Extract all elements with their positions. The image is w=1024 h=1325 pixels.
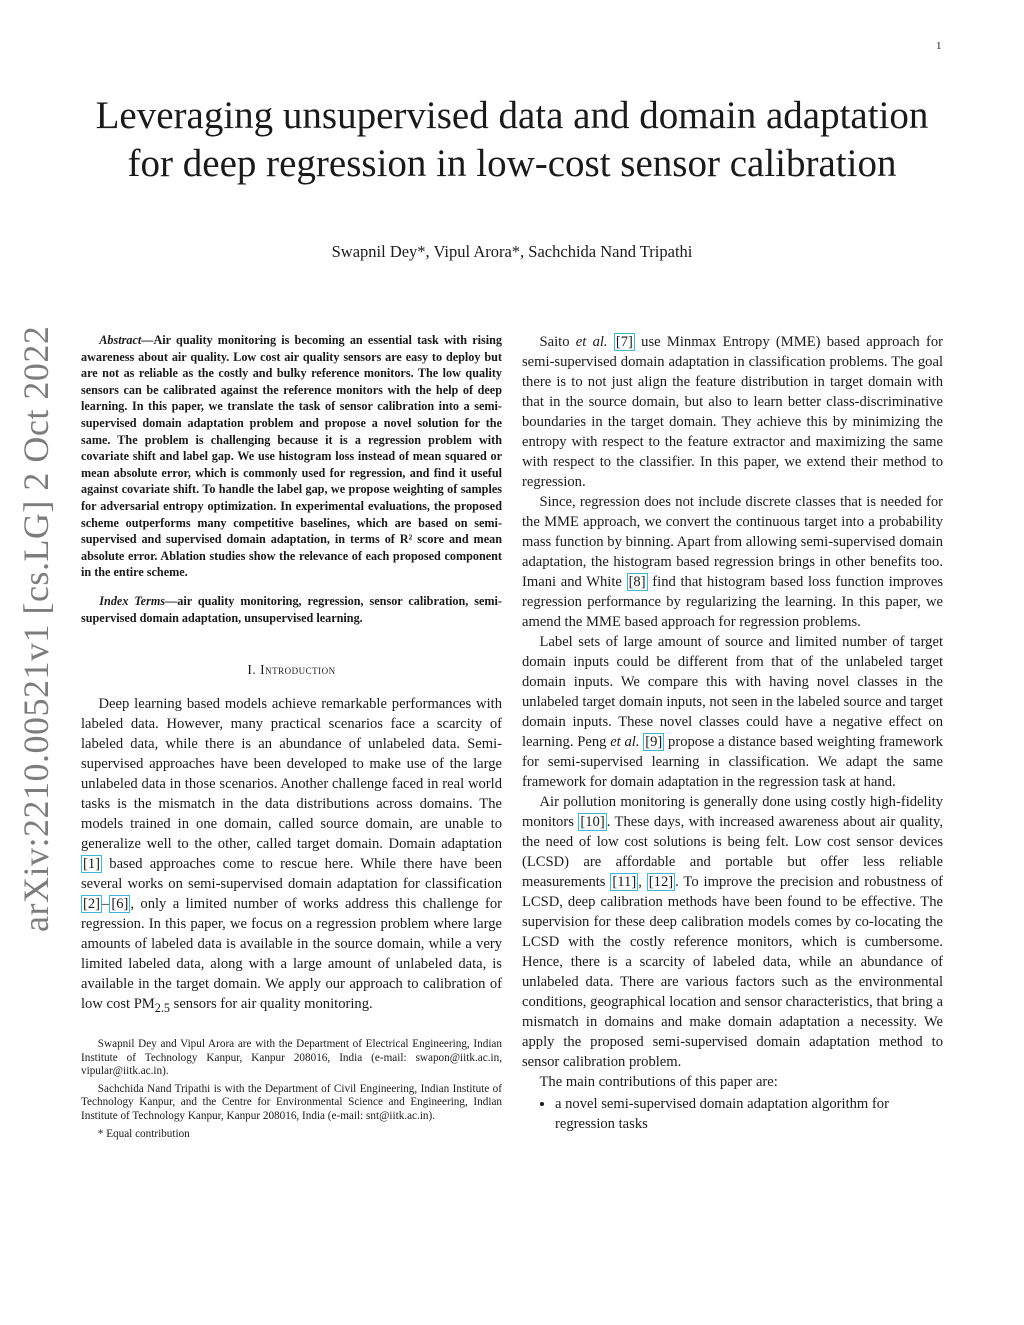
footnote: Sachchida Nand Tripathi is with the Department of Civil Engineering, Indian Institute of Technology Kanpur, and the Centre for Environmental Science and Engineering, Indian Institute of Technology Kanpur, Kanpur 208016, India (e-mail: snt@iitk.ac.in).: [81, 1082, 502, 1122]
index-terms-text: —air quality monitoring, regression, sensor calibration, semi-supervised domain adaptation, unsupervised learning.: [81, 593, 502, 625]
text-run: use Minmax Entropy (MME) based approach for semi-supervised domain adaptation in classification problems. The goal there is to not just align the feature distribution in target domain with that in the source domain, but also to learn better class-discriminative boundaries in the target domain. They achieve this by minimizing the entropy with respect to the feature extractor and maximizing the same with respect to the classifier. In this paper, we extend their method to regression.: [522, 334, 943, 490]
citation-link[interactable]: [6]: [111, 896, 129, 913]
text-run: Since, regression does not include discrete classes that is needed for the MME approach, we convert the continuous target into a probability mass function by binning. Apart from allowing semi-supervised domain adaptation, the histogram based regression brings in other benefits too. Imani and White: [522, 494, 943, 590]
citation-link[interactable]: [1]: [83, 856, 101, 873]
abstract: [81, 332, 502, 581]
citation-link[interactable]: [7]: [615, 334, 633, 350]
citation-link[interactable]: [9]: [645, 734, 663, 750]
text-run: sensors for air quality monitoring.: [170, 996, 373, 1013]
text-run: based approaches come to rescue here. While there have been several works on semi-supervised domain adaptation for classification: [81, 856, 502, 893]
text-run: . These days, with increased awareness about air quality, the need of low cost solutions is being felt. Low cost sensor devices (LCSD) are affordable and portable but offer less reliable measurements: [522, 814, 944, 890]
citation-link[interactable]: [12]: [648, 874, 674, 890]
list-item: • a novel semi-supervised domain adaptation algorithm for regression tasks: [555, 1094, 943, 1134]
abstract-text: —Air quality monitoring is becoming an essential task with rising awareness about air quality. Low cost air quality sensors are easy to deploy but are not as reliable as the costly and bulky reference monitors. The low quality sensors can be calibrated against the reference monitors with the help of deep learning. In this paper, we translate the task of sensor calibration into a semi-supervised domain adaptation problem and propose a novel solution for the same. The problem is challenging because it is a regression problem with covariate shift and label gap. We use histogram loss instead of mean squared or mean absolute error, which is commonly used for regression, and find it useful against covariate shift. To handle the label gap, we propose weighting of samples for adversarial entropy optimization. In experimental evaluations, the proposed scheme outperforms many competitive baselines, which are based on semi-supervised and supervised domain adaptation, in terms of R² score and mean absolute error. Ablation studies show the relevance of each proposed component in the entire scheme.: [81, 333, 502, 580]
text-run: et al.: [575, 334, 608, 350]
paragraph: [522, 332, 943, 492]
page-number: 1: [936, 40, 942, 52]
footnotes: [81, 1038, 502, 1141]
text-run: ,: [638, 874, 647, 890]
citation-link[interactable]: [11]: [612, 874, 637, 890]
section-heading-introduction: [81, 660, 502, 680]
footnote: * Equal contribution: [97, 1127, 190, 1140]
paper-authors: Swapnil Dey*, Vipul Arora*, Sachchida Nand Tripathi: [331, 242, 693, 261]
text-run: propose a distance based weighting framework for semi-supervised learning in classification. We adapt the same framework for domain adaptation in the regression task at hand.: [522, 734, 943, 790]
text-run: Deep learning based models achieve remarkable performances with labeled data. However, many practical scenarios face a scarcity of labeled data, while there is an abundance of unlabeled data. Semi-supervised approaches have been developed to make use of the large unlabeled data in those scenarios. Another challenge faced in real world tasks is the mismatch in the data distributions across domains. The models trained in one domain, called source domain, are unable to generalize well to the other, called target domain. Domain adaptation: [81, 696, 502, 853]
text-run: . To improve the precision and robustness of LCSD, deep calibration methods have been found to be effective. The supervision for these deep calibration models comes by co-locating the LCSD with the costly reference monitors, which is cumbersome. Hence, there is a scarcity of labeled data, while an abundance of unlabeled data. There are various factors such as the environmental conditions, geographical location and sensor characteristics, that bring a mismatch in domains and make domain adaptation a necessity. We apply the proposed semi-supervised domain adaptation method to sensor calibration problem.: [522, 874, 943, 1070]
index-terms: [81, 593, 502, 626]
footnote: Swapnil Dey and Vipul Arora are with the Department of Electrical Engineering, Indian Institute of Technology Kanpur, Kanpur 208016, India (e-mail: swapon@iitk.ac.in, vipular@iitk.ac.in).: [81, 1038, 502, 1078]
paper-title: Leveraging unsupervised data and domain adaptation for deep regression in low-cost sensor calibration: [95, 94, 929, 185]
right-column: [522, 332, 943, 1134]
text-run: Air pollution monitoring is generally done using costly high-fidelity monitors: [522, 794, 943, 830]
subscript: 2.5: [154, 1001, 170, 1015]
citation-link[interactable]: [10]: [580, 814, 605, 830]
index-terms-label: Index Terms: [99, 593, 166, 608]
text-run: –: [102, 896, 110, 913]
left-column: [81, 332, 502, 1145]
paragraph: [522, 492, 943, 632]
intro-paragraph: [81, 694, 502, 1018]
citation-link[interactable]: [8]: [628, 574, 646, 590]
text-run: Saito: [539, 334, 576, 350]
text-run: find that histogram based loss function improves regression performance by regularizing the learning. In this paper, we amend the MME based approach for regression problems.: [522, 574, 944, 630]
paragraph: The main contributions of this paper are:: [539, 1074, 778, 1090]
text-run: et al.: [610, 734, 640, 750]
section-numeral: I.: [247, 662, 257, 678]
contributions-list: [522, 1094, 943, 1134]
arxiv-stamp: arXiv:2210.00521v1 [cs.LG] 2 Oct 2022: [16, 325, 56, 932]
paragraph: [522, 792, 943, 1072]
citation-link[interactable]: [2]: [83, 896, 101, 913]
paragraph: [522, 632, 943, 792]
section-title: Introduction: [260, 662, 336, 678]
text-run: Label sets of large amount of source and limited number of target domain inputs could be different from that of the unlabeled target domain inputs. We compare this with having novel classes in the unlabeled target domain inputs, not seen in the labeled source and target domain inputs. These novel classes could have a negative effect on learning. Peng: [522, 634, 943, 750]
abstract-label: Abstract: [99, 333, 142, 347]
text-run: , only a limited number of works address this challenge for regression. In this paper, we focus on a regression problem where large amounts of labeled data is available in the source domain, while a very limited labeled data, along with a large amount of unlabeled data, is available in the target domain. We apply our approach to calibration of low cost PM: [81, 896, 502, 1013]
